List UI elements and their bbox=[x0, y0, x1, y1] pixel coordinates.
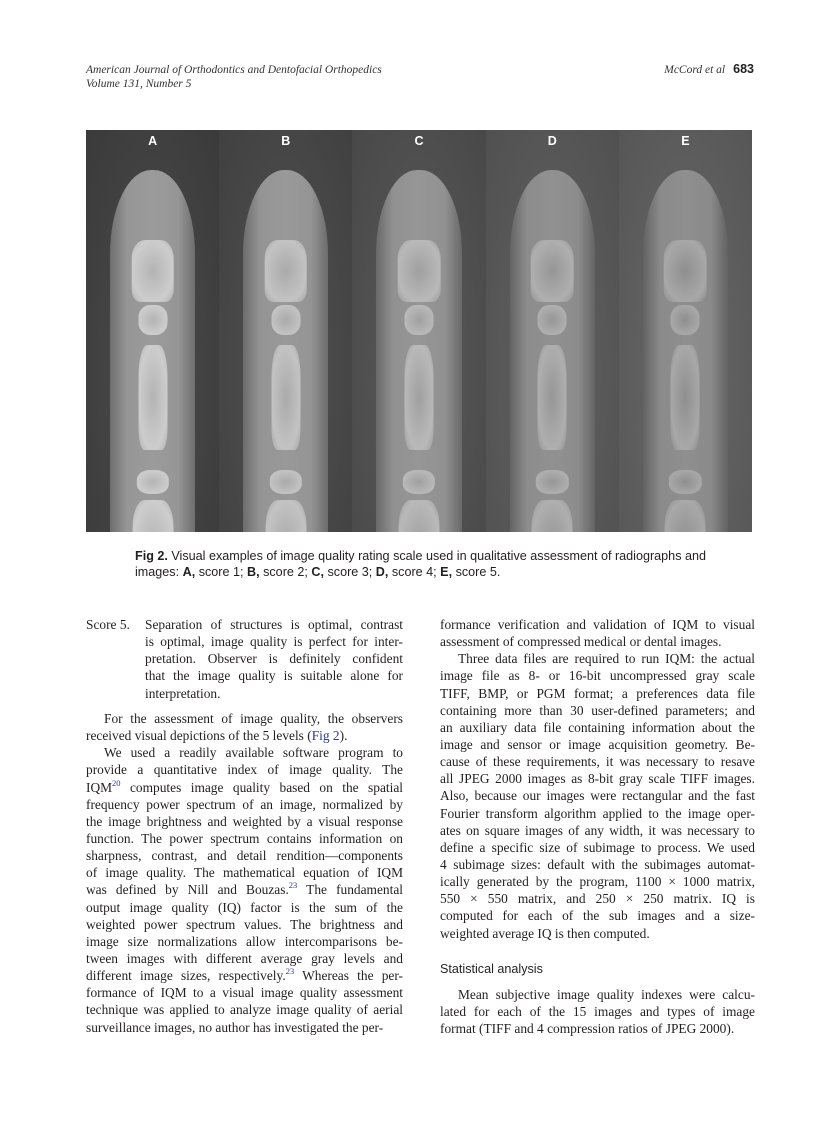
text-line: Fourier transform algorithm applied to the image oper- bbox=[440, 805, 755, 821]
text-line: Mean subjective image quality indexes were calcu- bbox=[458, 987, 755, 1002]
bone-shape bbox=[403, 470, 435, 494]
panel-label: B bbox=[281, 134, 291, 148]
right-column bbox=[440, 616, 755, 942]
bone-shape bbox=[671, 345, 700, 450]
bone-shape bbox=[531, 240, 574, 302]
text-run: different image sizes, respectively. bbox=[86, 968, 286, 984]
text-line: formance of IQM to a visual image quality assessment bbox=[86, 985, 403, 1001]
reference-citation[interactable]: 23 bbox=[285, 966, 295, 977]
figure-panel-c bbox=[352, 130, 485, 532]
text-line: sharpness, contrast, and detail rendition—components bbox=[86, 848, 403, 864]
text-line bbox=[86, 779, 403, 796]
text-line: TIFF, BMP, or PGM format; a preferences data file bbox=[440, 685, 755, 701]
text-line: formance verification and validation of IQM to visual bbox=[440, 617, 755, 632]
text-run: score 3; bbox=[323, 565, 376, 579]
bone-shape bbox=[136, 470, 168, 494]
bone-shape bbox=[270, 470, 302, 494]
section-heading: Statistical analysis bbox=[440, 962, 543, 976]
text-line: For the assessment of image quality, the observers bbox=[104, 711, 403, 726]
text-line: ically generated by the program, 1100 × 1000 matrix, bbox=[440, 874, 755, 890]
figure-caption bbox=[135, 548, 735, 580]
bone-shape bbox=[132, 500, 173, 532]
text-line: that the image quality is suitable alone for bbox=[145, 668, 403, 684]
bone-shape bbox=[671, 305, 700, 335]
text-line: tween images with different average gray levels and bbox=[86, 950, 403, 966]
bone-shape bbox=[405, 345, 434, 450]
text-line: computed for each of the sub images and a size- bbox=[440, 908, 755, 924]
text-line: function. The power spectrum contains information on bbox=[86, 830, 403, 846]
text-line: output image quality (IQ) factor is the sum of the bbox=[86, 899, 403, 915]
text-run: ). bbox=[339, 728, 348, 744]
text-run: was defined by Nill and Bouzas. bbox=[86, 882, 289, 898]
bone-shape bbox=[538, 305, 567, 335]
reference-citation[interactable]: 23 bbox=[288, 880, 298, 891]
bone-shape bbox=[536, 470, 568, 494]
figure-radiographs bbox=[86, 130, 752, 532]
text-line: provide a quantitative index of image quality. The bbox=[86, 762, 403, 778]
text-run: score 2; bbox=[259, 565, 312, 579]
text-line: image file as 8- or 16-bit uncompressed gray scale bbox=[440, 668, 755, 684]
text-line bbox=[86, 881, 403, 898]
bone-shape bbox=[131, 240, 174, 302]
text-line: an auxiliary data file containing information about the bbox=[440, 719, 755, 735]
bone-shape bbox=[538, 345, 567, 450]
reference-citation[interactable]: 20 bbox=[112, 777, 121, 788]
running-head bbox=[664, 62, 754, 76]
bone-shape bbox=[669, 470, 701, 494]
text-line: weighted power spectrum values. The brightness and bbox=[86, 916, 403, 932]
text-line: assessment of compressed medical or dental images. bbox=[440, 634, 722, 650]
text-line: image size normalizations allow intercomparisons be- bbox=[86, 933, 403, 949]
bone-shape bbox=[664, 240, 707, 302]
text-line bbox=[86, 967, 403, 984]
figure-panel-e bbox=[619, 130, 752, 532]
figure-panel-d bbox=[486, 130, 619, 532]
text-line: 4 subimage sizes: default with the subimages automat- bbox=[440, 856, 755, 872]
panel-label: A bbox=[148, 134, 158, 148]
text-run: computes image quality based on the spatial bbox=[120, 779, 403, 795]
page-number: 683 bbox=[733, 62, 754, 76]
bone-shape bbox=[405, 305, 434, 335]
right-column-continued bbox=[440, 986, 755, 1037]
bone-shape bbox=[138, 345, 167, 450]
text-line: all JPEG 2000 images as 8-bit gray scale TIFF images. bbox=[440, 771, 755, 787]
journal-volume: Volume 131, Number 5 bbox=[86, 78, 192, 90]
finger-soft-tissue bbox=[243, 170, 328, 532]
caption-panel-label: E, bbox=[440, 565, 453, 579]
text-line: the image brightness and weighted by a visual response bbox=[86, 813, 403, 829]
text-line: containing more than 30 user-defined parameters; and bbox=[440, 702, 755, 718]
finger-soft-tissue bbox=[643, 170, 728, 532]
text-line: of image quality. The mathematical equation of IQM bbox=[86, 865, 403, 881]
text-line: weighted average IQ is then computed. bbox=[440, 925, 650, 941]
caption-panel-label: C, bbox=[311, 565, 324, 579]
figure-panel-a bbox=[86, 130, 219, 532]
bone-shape bbox=[271, 305, 300, 335]
score-label: Score 5. bbox=[86, 617, 130, 632]
finger-soft-tissue bbox=[110, 170, 195, 532]
text-run: The fundamental bbox=[297, 882, 403, 898]
panel-label: D bbox=[547, 134, 557, 148]
text-line: ates on square images of any width, it was necessary to bbox=[440, 822, 755, 838]
text-line: We used a readily available software program to bbox=[104, 745, 403, 761]
text-line: lated for each of the 15 images and types of image bbox=[440, 1004, 755, 1020]
text-line: is optimal, image quality is perfect for inter- bbox=[145, 634, 403, 650]
text-run: IQM bbox=[86, 779, 113, 795]
finger-soft-tissue bbox=[510, 170, 595, 532]
bone-shape bbox=[399, 500, 440, 532]
bone-shape bbox=[665, 500, 706, 532]
bone-shape bbox=[271, 345, 300, 450]
text-line: frequency power spectrum of an image, normalized by bbox=[86, 796, 403, 812]
bone-shape bbox=[138, 305, 167, 335]
text-line: define a specific size of subimage to process. We used bbox=[440, 839, 755, 855]
text-run: received visual depictions of the 5 levels ( bbox=[86, 728, 312, 744]
text-run: Whereas the per- bbox=[294, 968, 403, 984]
text-run: score 4; bbox=[388, 565, 441, 579]
caption-panel-label: D, bbox=[375, 565, 389, 579]
caption-label: Fig 2. bbox=[135, 549, 168, 563]
text-run: score 1; bbox=[195, 565, 247, 579]
bone-shape bbox=[264, 240, 307, 302]
text-line: cause of these requirements, it was necessary to resave bbox=[440, 754, 755, 770]
caption-panel-label: B, bbox=[247, 565, 260, 579]
left-column bbox=[86, 710, 403, 1036]
caption-panel-label: A, bbox=[182, 565, 196, 579]
journal-title: American Journal of Orthodontics and Dentofacial Orthopedics bbox=[86, 64, 382, 76]
bone-shape bbox=[265, 500, 306, 532]
text-line: surveillance images, no author has investigated the per- bbox=[86, 1019, 384, 1035]
text-run: score 5. bbox=[452, 565, 501, 579]
text-line: Also, because our images were rectangular and the fast bbox=[440, 788, 755, 804]
panel-label: E bbox=[681, 134, 690, 148]
text-run: Visual examples of image quality rating scale used in qualitative assessment of radiographs and images: bbox=[135, 549, 706, 579]
authors: McCord et al bbox=[664, 64, 726, 76]
score-5-description bbox=[145, 616, 403, 702]
panel-label: C bbox=[414, 134, 424, 148]
text-line: pretation. Observer is definitely confident bbox=[145, 651, 403, 667]
figure-link[interactable]: Fig 2 bbox=[311, 728, 340, 744]
text-line: image and sensor or image acquisition geometry. Be- bbox=[440, 736, 755, 752]
bone-shape bbox=[532, 500, 573, 532]
text-line: Three data files are required to run IQM: the actual bbox=[458, 651, 755, 667]
text-line: Separation of structures is optimal, contrast bbox=[145, 617, 403, 632]
text-line bbox=[86, 727, 403, 744]
text-line: interpretation. bbox=[145, 685, 221, 701]
figure-panel-b bbox=[219, 130, 352, 532]
text-line: format (TIFF and 4 compression ratios of JPEG 2000). bbox=[440, 1021, 735, 1037]
text-line: 550 × 550 matrix, and 250 × 250 matrix. IQ is bbox=[440, 891, 755, 907]
text-line: technique was applied to analyze image quality of aerial bbox=[86, 1002, 403, 1018]
finger-soft-tissue bbox=[376, 170, 461, 532]
bone-shape bbox=[398, 240, 441, 302]
